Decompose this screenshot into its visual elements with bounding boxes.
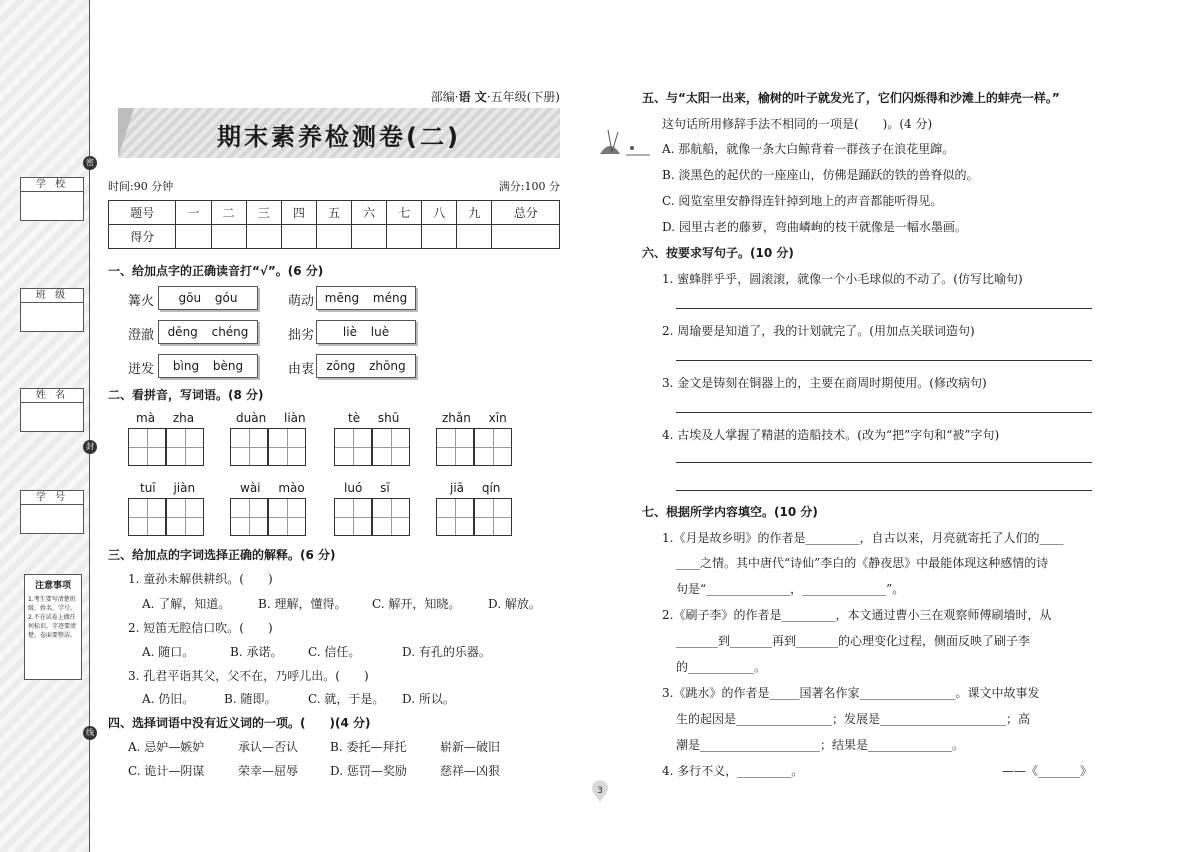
- score-table-label: 得分: [109, 225, 176, 249]
- q5-option[interactable]: B. 淡黑色的起伏的一座座山，仿佛是踊跃的铁的兽脊似的。: [662, 168, 979, 182]
- q4-option: 承认—否认: [238, 740, 299, 754]
- q6-item: 3. 金文是铸刻在铜器上的，主要在商周时期使用。(修改病句): [662, 376, 987, 390]
- q2-pinyin: tuī jiàn: [140, 481, 196, 495]
- q3-option[interactable]: B. 承诺。: [230, 645, 283, 659]
- q3-option[interactable]: C. 信任。: [308, 645, 361, 659]
- q4-option: 慈祥—凶狠: [440, 764, 501, 778]
- landscape-decoration-icon: [592, 108, 652, 158]
- q7-line: 2.《刷子李》的作者是_________，本文通过曹小三在观察师傅刷墙时，从: [662, 608, 1052, 622]
- q1-pinyin-choice[interactable]: zōng zhōng: [316, 354, 416, 378]
- subject-name: 语 文: [458, 90, 487, 104]
- q3-option[interactable]: D. 所以。: [402, 692, 455, 706]
- q2-pinyin: jiā qín: [450, 481, 501, 495]
- q1-word: 澄澈: [128, 328, 155, 343]
- q3-heading: 三、给加点的字词选择正确的解释。(6 分): [108, 548, 336, 562]
- score-cell[interactable]: [316, 225, 351, 249]
- writing-grid-cell[interactable]: [474, 498, 512, 536]
- answer-line[interactable]: [676, 490, 1092, 491]
- q4-option[interactable]: B. 委托—拜托: [330, 740, 407, 754]
- q7-line: 4. 多行不义，_________。: [662, 764, 804, 778]
- score-table: [108, 200, 560, 249]
- score-cell[interactable]: [457, 225, 492, 249]
- q2-heading: 二、看拼音，写词语。(8 分): [108, 388, 264, 402]
- q3-options: [142, 643, 491, 660]
- writing-grid-cell[interactable]: [334, 428, 372, 466]
- title-banner: [118, 108, 560, 158]
- exam-time: 时间:90 分钟: [108, 180, 174, 193]
- q5-sub: 这句话所用修辞手法不相同的一项是( )。(4 分): [662, 117, 933, 131]
- writing-grid-cell[interactable]: [166, 498, 204, 536]
- answer-line[interactable]: [676, 412, 1092, 413]
- page-title: 期末素养检测卷(二): [217, 123, 461, 151]
- subject-suffix: ·五年级(下册): [486, 90, 560, 104]
- seal-mark-xian: 线: [83, 726, 97, 740]
- q4-option[interactable]: D. 惩罚—奖励: [330, 764, 407, 778]
- q2-pinyin: luó sī: [344, 481, 390, 495]
- school-label: 学 校: [21, 178, 83, 192]
- q5-option[interactable]: A. 那航船，就像一条大白鲸背着一群孩子在浪花里蹿。: [662, 142, 955, 156]
- q5-heading: 五、与“太阳一出来，榆树的叶子就发光了，它们闪烁得和沙滩上的蚌壳一样。”: [642, 91, 1060, 105]
- score-cell[interactable]: [387, 225, 422, 249]
- q4-options-row: [128, 762, 500, 779]
- notice-box: [24, 574, 82, 680]
- writing-grid-cell[interactable]: [372, 498, 410, 536]
- q1-word: 萌动: [288, 294, 315, 309]
- q1-word: 拙劣: [288, 328, 315, 343]
- q3-option[interactable]: C. 解开，知晓。: [372, 597, 461, 611]
- binding-line: [89, 0, 90, 852]
- q1-word: 迸发: [128, 362, 155, 377]
- q4-heading: 四、选择词语中没有近义词的一项。( )(4 分): [108, 716, 371, 730]
- q1-pinyin-choice[interactable]: dēng chéng: [158, 320, 258, 344]
- q3-stem: 2. 短笛无腔信口吹。( ): [128, 621, 273, 635]
- class-label: 班 级: [21, 289, 83, 303]
- score-cell[interactable]: [211, 225, 246, 249]
- name-label: 姓 名: [21, 389, 83, 403]
- q2-pinyin: wài mào: [240, 481, 305, 495]
- writing-grid-cell[interactable]: [268, 428, 306, 466]
- q3-option[interactable]: A. 随口。: [142, 645, 195, 659]
- writing-grid-cell[interactable]: [166, 428, 204, 466]
- q3-option[interactable]: A. 了解，知道。: [142, 597, 231, 611]
- q6-item: 2. 周瑜要是知道了，我的计划就完了。(用加点关联词造句): [662, 324, 975, 338]
- q7-heading: 七、根据所学内容填空。(10 分): [642, 505, 818, 519]
- q1-word: 篝火: [128, 294, 155, 309]
- q4-option[interactable]: A. 忌妒—嫉妒: [128, 740, 205, 754]
- score-table-cell: 七: [387, 201, 422, 225]
- score-table-cell: 题号: [109, 201, 176, 225]
- writing-grid-cell[interactable]: [230, 498, 268, 536]
- score-table-header-row: [109, 201, 560, 225]
- q6-heading: 六、按要求写句子。(10 分): [642, 246, 794, 260]
- writing-grid-cell[interactable]: [268, 498, 306, 536]
- full-score: 满分:100 分: [498, 180, 560, 193]
- score-table-cell: 一: [176, 201, 211, 225]
- writing-grid-cell[interactable]: [230, 428, 268, 466]
- score-cell[interactable]: [281, 225, 316, 249]
- q7-line: ____之情。其中唐代“诗仙”李白的《静夜思》中最能体现这种感情的诗: [676, 556, 1049, 570]
- writing-grid-cell[interactable]: [334, 498, 372, 536]
- q3-options: [142, 595, 541, 612]
- writing-grid-cell[interactable]: [436, 498, 474, 536]
- score-table-score-row: [109, 225, 560, 249]
- q6-item: 4. 古埃及人掌握了精湛的造船技术。(改为“把”字句和“被”字句): [662, 428, 1000, 442]
- q7-line: 潮是____________________；结果是______________。: [676, 738, 965, 752]
- notice-title: 注意事项: [34, 581, 71, 591]
- q3-option[interactable]: D. 有孔的乐器。: [402, 645, 491, 659]
- score-cell[interactable]: [246, 225, 281, 249]
- q3-stem: 3. 孔君平诣其父，父不在，乃呼儿出。( ): [128, 669, 369, 683]
- subject-prefix: 部编·: [430, 90, 459, 104]
- notice-body: 1.考生要写清楚班级、姓名、学号。2.不在试卷上做任何标识，字迹要清楚，卷面要整洁。: [28, 596, 77, 639]
- writing-grid-cell[interactable]: [474, 428, 512, 466]
- q4-option[interactable]: C. 诡计—阴谋: [128, 764, 205, 778]
- writing-grid-cell[interactable]: [436, 428, 474, 466]
- q3-options: [142, 690, 455, 707]
- q1-heading: 一、给加点字的正确读音打“√”。(6 分): [108, 264, 324, 278]
- q2-pinyin: tè shū: [348, 411, 400, 425]
- subject-line: [380, 88, 560, 105]
- q4-option: 荣幸—屈辱: [238, 764, 299, 778]
- score-cell[interactable]: [422, 225, 457, 249]
- q6-item: 1. 蜜蜂胖乎乎，圆滚滚，就像一个小毛球似的不动了。(仿写比喻句): [662, 272, 1023, 286]
- q5-option[interactable]: D. 园里古老的藤萝，弯曲嶙峋的枝干就像是一幅水墨画。: [662, 220, 967, 234]
- score-table-cell: 八: [422, 201, 457, 225]
- writing-grid-cell[interactable]: [128, 498, 166, 536]
- score-table-cell: 四: [281, 201, 316, 225]
- score-table-cell: 总分: [492, 201, 560, 225]
- score-table-cell: 三: [246, 201, 281, 225]
- q7-line: 1.《月是故乡明》的作者是_________，自古以来，月亮就寄托了人们的____: [662, 531, 1064, 545]
- q4-options-row: [128, 738, 500, 755]
- score-cell[interactable]: [352, 225, 387, 249]
- q4-option: 崭新—破旧: [440, 740, 501, 754]
- score-table-cell: 九: [457, 201, 492, 225]
- student-id-label: 学 号: [21, 491, 83, 505]
- writing-grid-cell[interactable]: [128, 428, 166, 466]
- seal-mark-feng: 封: [83, 440, 97, 454]
- q1-pinyin-choice[interactable]: mēng méng: [316, 286, 416, 310]
- score-cell[interactable]: [492, 225, 560, 249]
- q1-pinyin-choice[interactable]: liè luè: [316, 320, 416, 344]
- q2-pinyin: mà zha: [136, 411, 195, 425]
- student-id-field[interactable]: [20, 490, 84, 534]
- q2-pinyin: duàn liàn: [236, 411, 306, 425]
- writing-grid-cell[interactable]: [372, 428, 410, 466]
- name-field[interactable]: [20, 388, 84, 432]
- q3-option[interactable]: B. 随即。: [224, 692, 277, 706]
- school-field[interactable]: [20, 177, 84, 221]
- page-number-badge: [591, 780, 609, 802]
- answer-line[interactable]: [676, 308, 1092, 309]
- score-table-cell: 五: [316, 201, 351, 225]
- q7-line: 句是“______________，______________”。: [676, 582, 905, 596]
- q7-source: ——《_______》: [1001, 764, 1092, 778]
- q1-pinyin-choice[interactable]: gōu góu: [158, 286, 258, 310]
- score-cell[interactable]: [176, 225, 211, 249]
- q3-stem: 1. 童孙未解供耕织。( ): [128, 572, 273, 586]
- q3-option[interactable]: A. 仍旧。: [142, 692, 195, 706]
- score-table-cell: 六: [352, 201, 387, 225]
- q2-pinyin: zhǎn xīn: [442, 411, 507, 425]
- q1-word: 由衷: [288, 362, 315, 377]
- q7-line: _______到_______再到_______的心理变化过程，侧面反映了刷子李: [676, 634, 1031, 648]
- class-field[interactable]: [20, 288, 84, 332]
- score-table-cell: 二: [211, 201, 246, 225]
- q7-line: 生的起因是________________；发展是_____________________；高: [676, 712, 1031, 726]
- q3-option[interactable]: D. 解放。: [488, 597, 541, 611]
- q7-line: 的___________。: [676, 660, 767, 674]
- q7-line: 3.《跳水》的作者是_____国著名作家________________。课文中故事发: [662, 686, 1040, 700]
- answer-line[interactable]: [676, 462, 1092, 463]
- page-number: 3: [597, 786, 603, 796]
- q3-option[interactable]: C. 就，于是。: [308, 692, 385, 706]
- q1-pinyin-choice[interactable]: bìng bèng: [158, 354, 258, 378]
- q3-option[interactable]: B. 理解，懂得。: [258, 597, 347, 611]
- q5-option[interactable]: C. 阅览室里安静得连针掉到地上的声音都能听得见。: [662, 194, 943, 208]
- answer-line[interactable]: [676, 360, 1092, 361]
- seal-mark-mi: 密: [83, 156, 97, 170]
